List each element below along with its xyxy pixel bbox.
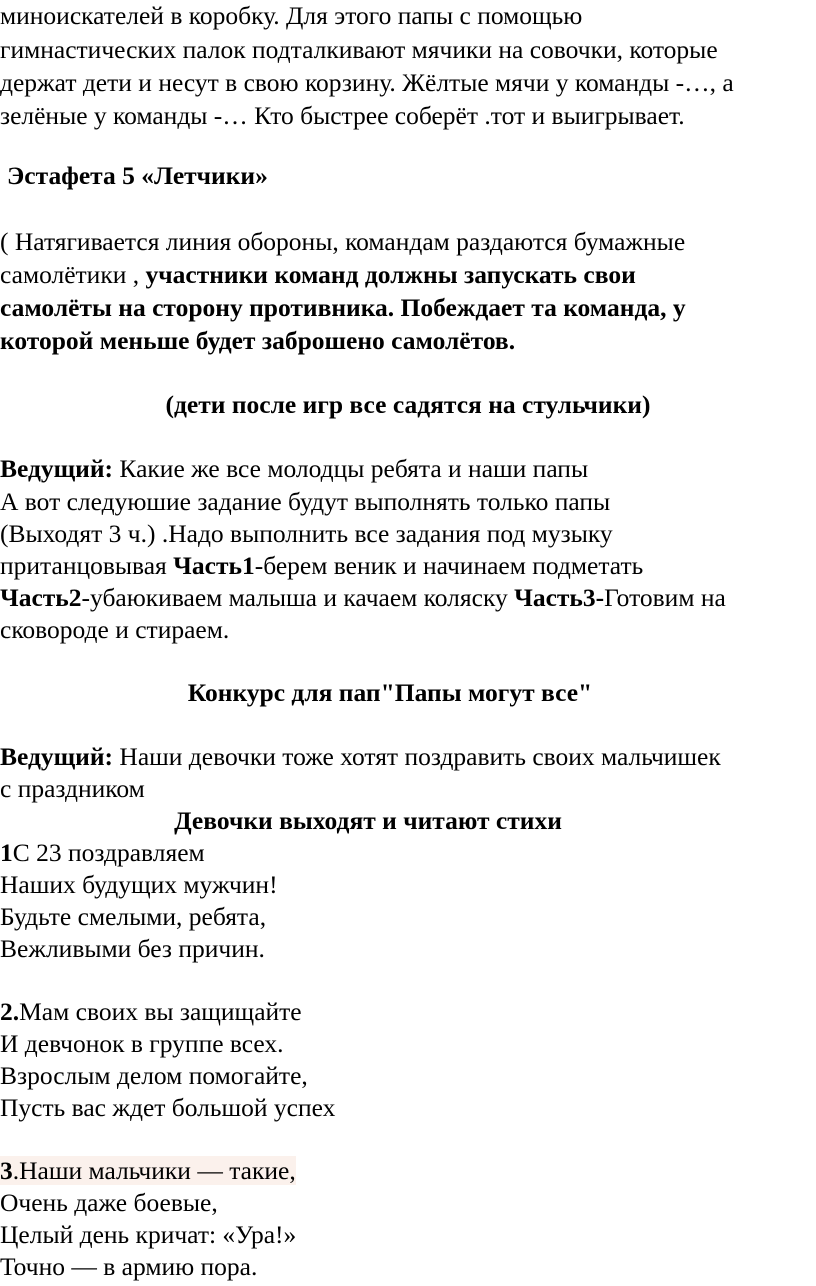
host1-line-5 <box>0 582 726 614</box>
poem-3-line-3: Целый день кричат: «Ура!» <box>0 1220 297 1249</box>
poem-1-line-3: Будьте смелыми, ребята, <box>0 902 267 931</box>
intro-line-2: гимнастических палок подталкивают мячики на совочки, которые <box>0 35 718 64</box>
contest-title: Конкурс для пап"Папы могут все" <box>187 678 593 707</box>
host1-line-4 <box>0 550 643 582</box>
intro-line-1: миноискателей в коробку. Для этого папы с помощью <box>0 1 583 30</box>
host2-text: Наши девочки тоже хотят поздравить своих мальчишек <box>113 742 721 771</box>
relay5-line-1: ( Натягивается линия обороны, командам раздаются бумажные <box>0 227 686 256</box>
kids-sit-note: (дети после игр все садятся на стульчики) <box>165 390 651 419</box>
relay5-line-4: которой меньше будет заброшено самолётов. <box>0 326 516 355</box>
poem-2-line-3: Взрослым делом помогайте, <box>0 1061 308 1090</box>
host1-l5-a: -убаюкиваем малыша и качаем коляску <box>81 583 515 612</box>
host1-part3: Часть3- <box>514 583 605 612</box>
poem-2-number: 2. <box>0 997 20 1026</box>
relay5-title: Эстафета 5 «Летчики» <box>7 161 268 190</box>
host1-line-3: (Выходят 3 ч.) .Надо выполнить все задания под музыку <box>0 519 613 548</box>
poem-2-line-4: Пусть вас ждет большой успех <box>0 1093 336 1122</box>
relay5-line-2-bold: участники команд должны запускать свои <box>145 260 636 289</box>
host1-l4-b: -берем веник и начинаем подметать <box>254 551 644 580</box>
girls-title: Девочки выходят и читают стихи <box>174 806 562 835</box>
poem-3-highlight <box>0 1156 296 1185</box>
poem-3-number: 3 <box>0 1156 13 1185</box>
host1-text: Какие же все молодцы ребята и наши папы <box>113 454 589 483</box>
host1-part1: Часть1 <box>173 551 255 580</box>
host1-label: Ведущий: <box>0 454 114 483</box>
poem-3-line-1 <box>0 1155 296 1187</box>
host1-part2: Часть2 <box>0 583 82 612</box>
host2-line-1 <box>0 741 721 773</box>
poem-1-line-1 <box>0 837 205 869</box>
host1-l4-a: пританцовывая <box>0 551 174 580</box>
host1-line-6: сковороде и стираем. <box>0 615 230 644</box>
intro-line-4: зелёные у команды -… Кто быстрее соберёт .тот и выигрывает. <box>0 101 685 130</box>
poem-1-line-4: Вежливыми без причин. <box>0 934 265 963</box>
relay5-line-2 <box>0 259 636 291</box>
poem-1-number: 1 <box>0 838 13 867</box>
host1-line-2: А вот следуюшие задание будут выполнять только папы <box>0 487 611 516</box>
poem-3-text-1: .Наши мальчики — такие, <box>12 1156 296 1185</box>
intro-line-3: держат дети и несут в свою корзину. Жёлтые мячи у команды -…, а <box>0 68 734 97</box>
relay5-line-3: самолёты на сторону противника. Побеждает та команда, у <box>0 293 686 322</box>
poem-2-line-1 <box>0 996 302 1028</box>
poem-2-line-2: И девчонок в группе всех. <box>0 1029 284 1058</box>
poem-1-line-2: Наших будущих мужчин! <box>0 870 278 899</box>
poem-3-line-4: Точно — в армию пора. <box>0 1252 258 1281</box>
relay5-line-2-plain: самолётики , <box>0 260 146 289</box>
poem-2-text-1: Мам своих вы защищайте <box>19 997 302 1026</box>
poem-3-line-2: Очень даже боевые, <box>0 1188 218 1217</box>
host1-l5-b: Готовим на <box>604 583 726 612</box>
poem-1-text-1: С 23 поздравляем <box>12 838 205 867</box>
host1-line-1 <box>0 453 588 485</box>
host2-label: Ведущий: <box>0 742 114 771</box>
host2-line-2: с праздником <box>0 774 145 803</box>
